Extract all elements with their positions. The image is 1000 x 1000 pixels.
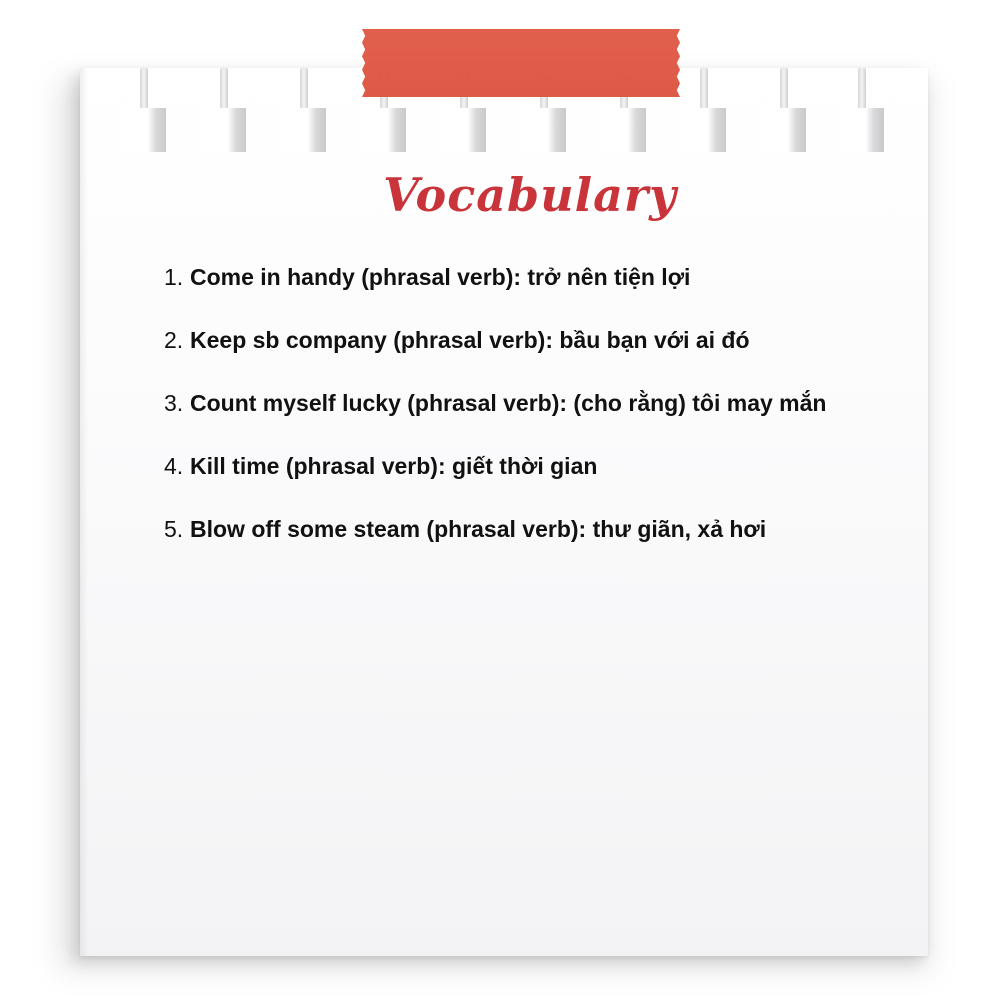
- item-number: 3.: [164, 390, 184, 416]
- binder-ring-icon: [680, 68, 726, 152]
- item-text: Blow off some steam (phrasal verb): thư giãn, xả hơi: [190, 516, 767, 542]
- list-item: [164, 327, 904, 390]
- binder-ring-icon: [120, 68, 166, 152]
- binder-ring-icon: [838, 68, 884, 152]
- list-item: [164, 453, 904, 516]
- item-text: Come in handy (phrasal verb): trở nên tiện lợi: [190, 264, 691, 290]
- list-item: [164, 516, 904, 579]
- page-title: Vocabulary: [383, 168, 677, 222]
- item-text: Keep sb company (phrasal verb): bầu bạn với ai đó: [190, 327, 750, 353]
- binder-ring-icon: [280, 68, 326, 152]
- item-number: 5.: [164, 516, 184, 542]
- tape-strip-icon: [362, 29, 680, 97]
- item-text: Kill time (phrasal verb): giết thời gian: [190, 453, 598, 479]
- item-text: Count myself lucky (phrasal verb): (cho rằng) tôi may mắn: [190, 390, 827, 416]
- list-item: [164, 264, 904, 327]
- item-number: 2.: [164, 327, 184, 353]
- item-number: 4.: [164, 453, 184, 479]
- binder-ring-icon: [760, 68, 806, 152]
- item-number: 1.: [164, 264, 184, 290]
- vocabulary-list: [164, 264, 904, 579]
- binder-ring-icon: [200, 68, 246, 152]
- list-item: [164, 390, 904, 453]
